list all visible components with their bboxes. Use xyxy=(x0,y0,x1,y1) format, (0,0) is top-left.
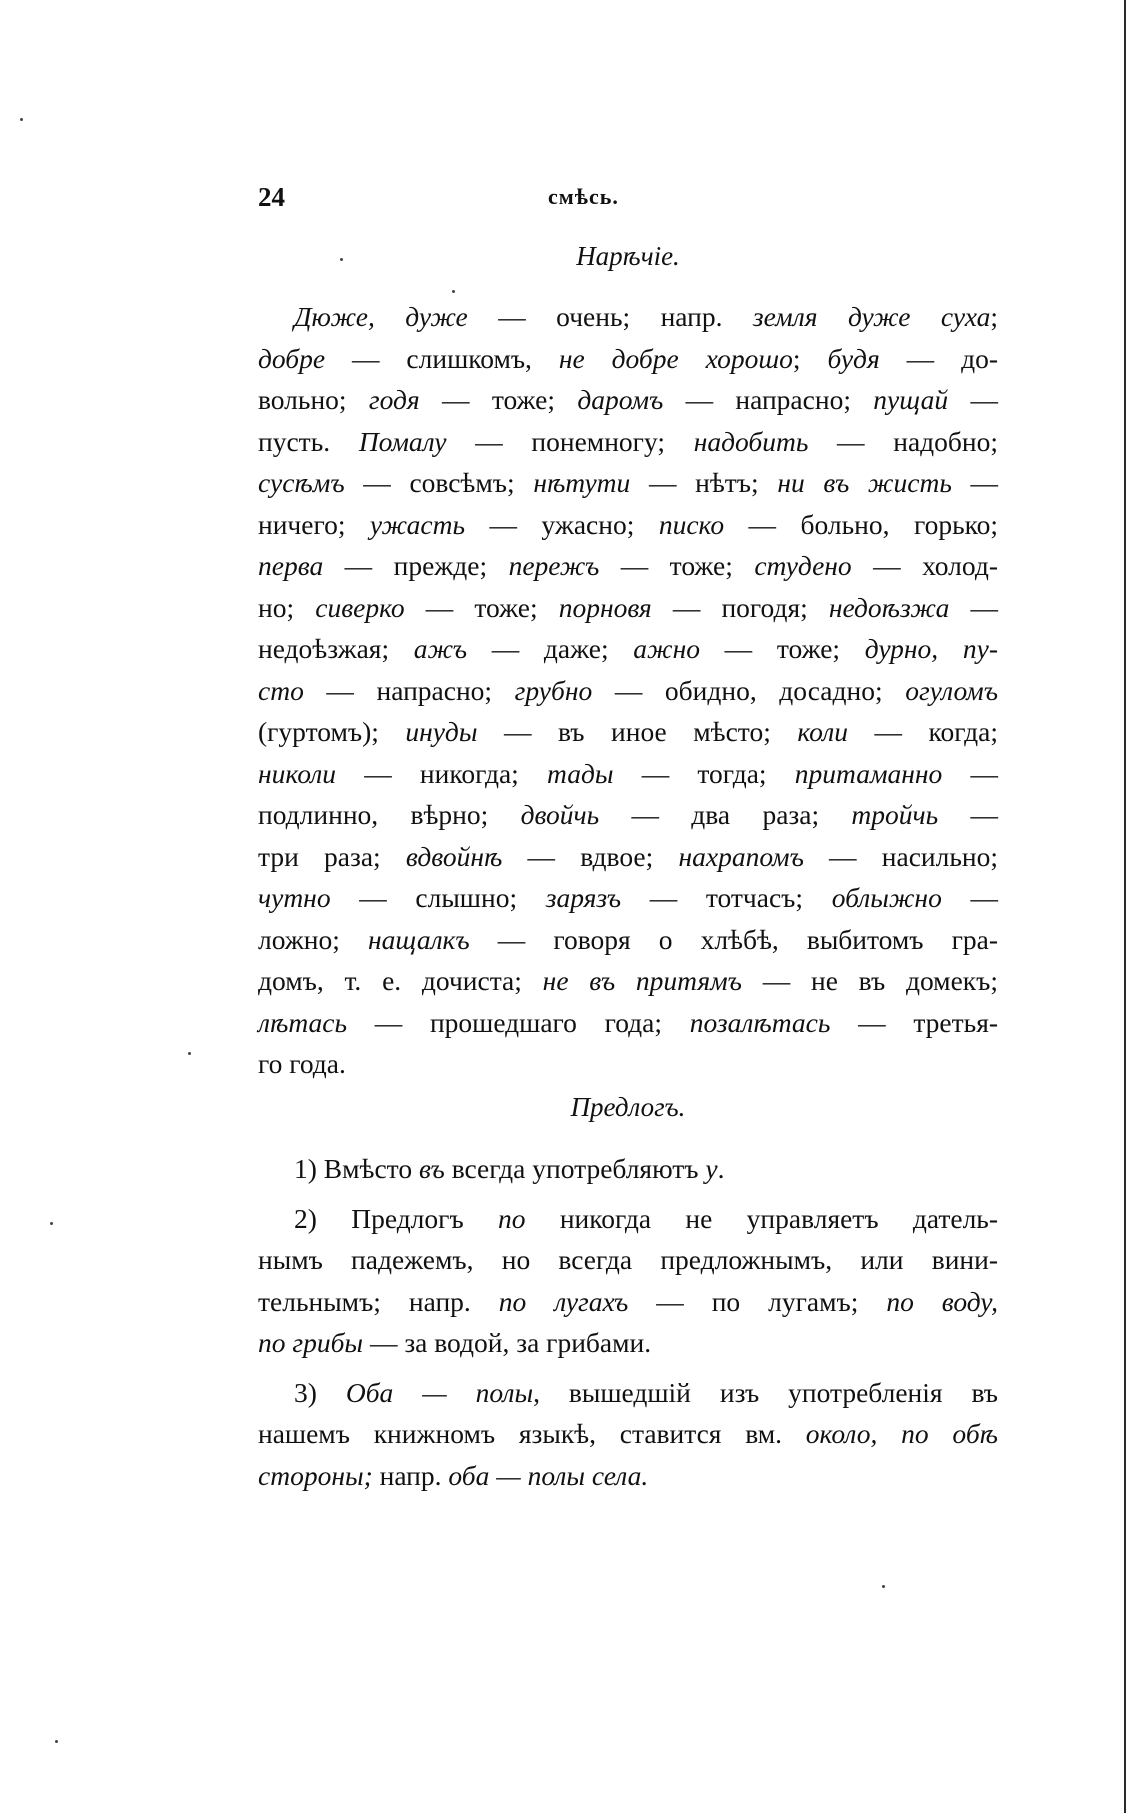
text-segment: — xyxy=(941,882,998,913)
text-segment: — даже; xyxy=(467,633,634,664)
text-line xyxy=(258,1198,998,1240)
text-segment: — тотчасъ; xyxy=(621,882,832,913)
italic-dialect-word: по лугахъ xyxy=(498,1285,629,1317)
text-segment: нымъ падежемъ, но всегда предложнымъ, или вини- xyxy=(258,1244,998,1275)
text-segment: — напрасно; xyxy=(663,384,874,415)
text-segment: — нѣтъ; xyxy=(630,467,778,498)
text-segment: ; xyxy=(990,301,998,332)
italic-dialect-word: порновя xyxy=(558,591,652,623)
italic-dialect-word: даромъ xyxy=(577,384,664,415)
italic-dialect-word: ни въ жисть xyxy=(777,467,952,498)
text-line xyxy=(258,587,998,629)
print-speck xyxy=(452,290,455,293)
text-line xyxy=(258,960,998,1002)
text-line xyxy=(258,670,998,712)
text-line xyxy=(258,877,998,919)
text-line xyxy=(258,1148,998,1190)
text-line xyxy=(258,296,998,338)
italic-dialect-word: не въ притямъ xyxy=(542,965,742,996)
italic-dialect-word: Оба — полы xyxy=(345,1376,534,1408)
italic-dialect-word: стороны; xyxy=(258,1459,373,1491)
preposition-rule-paragraph xyxy=(258,1148,998,1190)
text-segment: — очень; напр. xyxy=(467,301,753,332)
text-line xyxy=(258,1455,998,1497)
preposition-rule-paragraph xyxy=(258,1198,998,1364)
text-segment: пусть. xyxy=(258,425,359,457)
text-line xyxy=(258,1239,998,1281)
text-segment: — два раза; xyxy=(599,799,852,830)
italic-dialect-word: перва xyxy=(258,550,324,581)
section-heading-adverbs: Нарѣчіе. xyxy=(576,241,680,271)
italic-dialect-word: писко xyxy=(658,508,725,540)
italic-dialect-word: притаманно xyxy=(794,757,943,789)
italic-dialect-word: ажъ xyxy=(413,633,468,664)
italic-dialect-word: пережъ xyxy=(508,550,600,581)
text-segment: — говоря о хлѣбѣ, выбитомъ гра- xyxy=(469,923,998,955)
text-segment: ничего; xyxy=(258,508,370,540)
text-segment: — тоже; xyxy=(404,591,559,623)
italic-dialect-word: земля дуже суха xyxy=(752,301,991,332)
text-line xyxy=(258,379,998,421)
print-speck xyxy=(20,118,23,121)
text-segment: — прежде; xyxy=(323,550,509,581)
italic-dialect-word: сто xyxy=(258,674,304,706)
text-segment: нашемъ книжномъ языкѣ, ставится вм. xyxy=(258,1418,806,1449)
italic-dialect-word: около, по обѣ xyxy=(805,1418,998,1449)
text-segment: — напрасно; xyxy=(303,674,515,706)
text-segment: — обидно, досадно; xyxy=(592,674,906,706)
text-line xyxy=(258,1372,998,1414)
text-segment: 3) xyxy=(294,1376,346,1408)
italic-dialect-word: вдвойнѣ xyxy=(405,840,503,872)
text-line xyxy=(258,504,998,546)
text-segment: — тоже; xyxy=(419,384,578,415)
italic-dialect-word: нѣтути xyxy=(533,467,631,498)
text-segment: , вышедшій изъ употребленія въ xyxy=(533,1376,998,1408)
text-segment: — за водой, за грибами. xyxy=(363,1327,652,1358)
page-edge-line xyxy=(1124,0,1126,1813)
text-segment: — въ иное мѣсто; xyxy=(477,716,798,747)
italic-dialect-word: коли xyxy=(797,716,848,747)
italic-dialect-word: грубно xyxy=(514,674,593,706)
text-segment: — надобно; xyxy=(808,425,999,457)
text-line xyxy=(258,919,998,961)
text-segment: — насильно; xyxy=(803,840,998,872)
text-line xyxy=(258,545,998,587)
text-line xyxy=(258,1322,998,1364)
text-segment: — слышно; xyxy=(330,882,546,913)
italic-dialect-word: николи xyxy=(258,757,337,789)
text-line xyxy=(258,711,998,753)
italic-dialect-word: по воду, xyxy=(886,1285,998,1317)
text-segment: — не въ домекъ; xyxy=(741,965,998,996)
italic-dialect-word: огуломъ xyxy=(905,674,998,706)
text-segment: — xyxy=(951,467,999,498)
print-speck xyxy=(55,1740,58,1743)
print-speck xyxy=(188,1052,191,1055)
italic-dialect-word: ажно xyxy=(633,633,700,664)
text-segment: го года. xyxy=(258,1048,346,1079)
italic-dialect-word: надобить xyxy=(693,425,809,457)
italic-dialect-word: будя xyxy=(827,342,880,374)
italic-dialect-word: годя xyxy=(368,384,420,415)
text-segment: — тоже; xyxy=(700,633,865,664)
italic-dialect-word: лѣтась xyxy=(258,1006,347,1038)
italic-dialect-word: позалѣтась xyxy=(689,1006,831,1038)
italic-dialect-word: зарязъ xyxy=(545,882,622,913)
text-segment: — понемногу; xyxy=(446,425,694,457)
text-segment: — слишкомъ, xyxy=(325,342,559,374)
running-title: смѣсь. xyxy=(548,184,619,209)
italic-dialect-word: студено xyxy=(754,550,852,581)
text-line xyxy=(258,794,998,836)
text-segment: — xyxy=(949,591,998,623)
page-number: 24 xyxy=(258,182,285,212)
text-segment: — погодя; xyxy=(651,591,829,623)
text-segment: — когда; xyxy=(847,716,998,747)
text-segment: — по лугамъ; xyxy=(628,1285,887,1317)
text-segment: — холод- xyxy=(851,550,998,581)
text-segment: — прошедшаго года; xyxy=(347,1006,690,1038)
text-segment: но; xyxy=(258,591,316,623)
italic-dialect-word: двойчь xyxy=(520,799,600,830)
text-segment: — совсѣмъ; xyxy=(344,467,534,498)
italic-dialect-word: чутно xyxy=(258,882,331,913)
text-line xyxy=(258,628,998,670)
text-segment: (гуртомъ); xyxy=(258,716,406,747)
italic-dialect-word: нахрапомъ xyxy=(678,840,804,872)
text-segment: тельнымъ; напр. xyxy=(258,1285,499,1317)
italic-dialect-word: Помалу xyxy=(358,425,447,457)
text-segment: — xyxy=(948,384,999,415)
text-segment: — больно, горько; xyxy=(724,508,998,540)
preposition-rule-paragraph xyxy=(258,1372,998,1497)
text-segment: ; xyxy=(792,342,828,374)
text-line xyxy=(258,1002,998,1044)
text-segment: — никогда; xyxy=(336,757,548,789)
italic-dialect-word: дурно, пу- xyxy=(864,633,998,664)
text-segment: всегда употребляютъ xyxy=(444,1153,706,1184)
text-segment: — ужасно; xyxy=(465,508,659,540)
text-segment: — тогда; xyxy=(613,757,795,789)
text-line xyxy=(258,338,998,380)
text-segment: — xyxy=(938,799,998,830)
text-line xyxy=(258,1043,998,1085)
text-line xyxy=(258,1413,998,1455)
italic-dialect-word: добре xyxy=(258,342,326,374)
text-line xyxy=(258,1281,998,1323)
italic-dialect-word: тройчь xyxy=(851,799,939,830)
text-segment: домъ, т. е. дочиста; xyxy=(258,965,543,996)
print-speck xyxy=(882,1585,885,1588)
italic-dialect-word: по грибы xyxy=(258,1327,364,1358)
italic-dialect-word: не добре хорошо xyxy=(558,342,793,374)
text-segment: вольно; xyxy=(258,384,369,415)
italic-dialect-word: пущай xyxy=(873,384,949,415)
text-line xyxy=(258,753,998,795)
italic-dialect-word: у xyxy=(705,1153,718,1184)
italic-dialect-word: нащалкъ xyxy=(367,923,470,955)
italic-dialect-word: въ xyxy=(418,1153,445,1184)
print-speck xyxy=(50,1222,53,1225)
prepositions-text-block xyxy=(258,1148,998,1504)
text-segment: — третья- xyxy=(830,1006,998,1038)
text-segment: ложно; xyxy=(258,923,368,955)
italic-dialect-word: ужасть xyxy=(369,508,465,540)
italic-dialect-word: недоѣзжа xyxy=(828,591,950,623)
italic-dialect-word: сиверко xyxy=(315,591,405,623)
text-segment: 2) Предлогъ xyxy=(294,1202,498,1234)
text-segment: — вдвое; xyxy=(502,840,679,872)
italic-dialect-word: сусѣмъ xyxy=(258,467,345,498)
italic-dialect-word: Дюже, дуже xyxy=(294,301,468,332)
text-line xyxy=(258,462,998,504)
text-segment: напр. xyxy=(372,1459,449,1491)
italic-dialect-word: по xyxy=(498,1202,526,1234)
italic-dialect-word: тады xyxy=(547,757,614,789)
text-segment: — тоже; xyxy=(599,550,755,581)
text-line xyxy=(258,836,998,878)
text-line xyxy=(258,421,998,463)
text-segment: подлинно, вѣрно; xyxy=(258,799,521,830)
text-segment: — xyxy=(942,757,998,789)
text-segment: . xyxy=(717,1153,725,1184)
text-segment: 1) Вмѣсто xyxy=(294,1153,419,1184)
section-heading-prepositions: Предлогъ. xyxy=(570,1092,686,1122)
italic-dialect-word: оба — полы села. xyxy=(448,1459,649,1491)
text-segment: — до- xyxy=(879,342,998,374)
text-segment: недоѣзжая; xyxy=(258,633,414,664)
text-segment: три раза; xyxy=(258,840,406,872)
text-segment: никогда не управляетъ датель- xyxy=(525,1202,999,1234)
running-head xyxy=(258,182,998,222)
italic-dialect-word: инуды xyxy=(405,716,478,747)
italic-dialect-word: облыжно xyxy=(831,882,942,913)
adverbs-text-block xyxy=(258,296,998,1085)
